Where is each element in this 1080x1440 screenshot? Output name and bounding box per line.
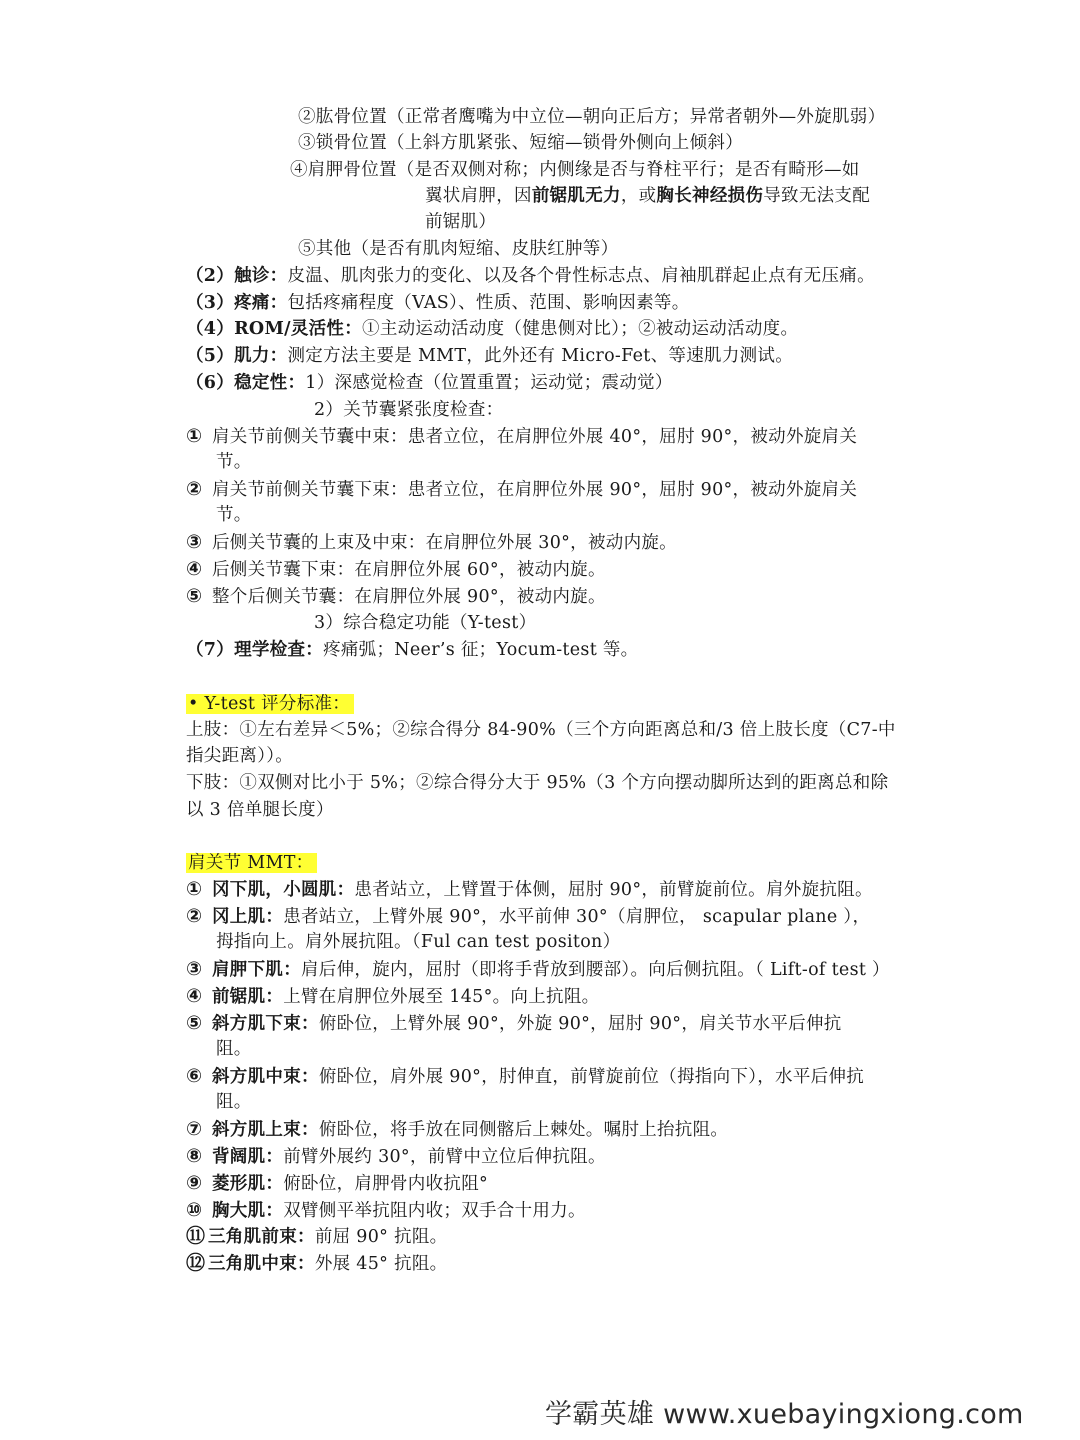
obs-other: ⑤其他（是否有肌肉短缩、皮肤红肿等） xyxy=(298,239,619,259)
section-stability: （6）稳定性：1）深感觉检查（位置重置；运动觉；震动觉） xyxy=(186,373,673,393)
ytest-upper-cont: 指尖距离））。 xyxy=(186,746,294,766)
ytest-lower: 下肢：①双侧对比小于 5%；②综合得分大于 95%（3 个方向摆动脚所达到的距离总和除 xyxy=(186,773,889,793)
mmt-item-cont: 拇指向上。肩外展抗阻。（Ful can test positon） xyxy=(216,932,621,952)
mmt-heading: 肩关节 MMT： xyxy=(186,850,317,876)
section-strength: （5）肌力：测定方法主要是 MMT，此外还有 Micro-Fet、等速肌力测试。 xyxy=(186,346,794,366)
section-physical: （7）理学检查：疼痛弧；Neer’s 征；Yocum-test 等。 xyxy=(186,640,639,660)
mmt-item: ② 冈上肌：患者站立，上臂外展 90°，水平前伸 30°（肩胛位， scapular plane ）， xyxy=(186,905,871,927)
mmt-item: ④ 前锯肌：上臂在肩胛位外展至 145°。向上抗阻。 xyxy=(186,985,600,1007)
capsule-item: ③ 后侧关节囊的上束及中束：在肩胛位外展 30°，被动内旋。 xyxy=(186,531,677,553)
ytest-upper: 上肢：①左右差异＜5%；②综合得分 84-90%（三个方向距离总和/3 倍上肢长度（C7-中 xyxy=(186,720,896,740)
section-palpation: （2）触诊：皮温、肌肉张力的变化、以及各个骨性标志点、肩袖肌群起止点有无压痛。 xyxy=(186,266,875,286)
capsule-item: ② 肩关节前侧关节囊下束：患者立位，在肩胛位外展 90°，屈肘 90°，被动外旋肩关 xyxy=(186,478,858,500)
mmt-item: ⑪ 三角肌前束：前屈 90° 抗阻。 xyxy=(186,1225,448,1247)
mmt-item: ⑦ 斜方肌上束：俯卧位，将手放在同侧髂后上棘处。嘱肘上抬抗阻。 xyxy=(186,1118,729,1140)
obs-scapula-cont: 翼状肩胛，因前锯肌无力，或胸长神经损伤导致无法支配 xyxy=(425,186,871,206)
obs-humerus: ②肱骨位置（正常者鹰嘴为中立位—朝向正后方；异常者朝外—外旋肌弱） xyxy=(298,107,886,127)
mmt-item: ⑨ 菱形肌：俯卧位，肩胛骨内收抗阻° xyxy=(186,1172,489,1194)
mmt-item: ⑩ 胸大肌：双臂侧平举抗阻内收；双手合十用力。 xyxy=(186,1199,586,1221)
capsule-title: 2）关节囊紧张度检查： xyxy=(314,400,504,420)
mmt-item: ⑫ 三角肌中束：外展 45° 抗阻。 xyxy=(186,1252,448,1274)
capsule-item: ④ 后侧关节囊下束：在肩胛位外展 60°，被动内旋。 xyxy=(186,558,606,580)
ytest-heading: • Y-test 评分标准： xyxy=(186,691,354,717)
ytest-line: 3）综合稳定功能（Y-test） xyxy=(314,613,537,633)
watermark: 学霸英雄 www.xuebayingxiong.com xyxy=(545,1399,1024,1430)
ytest-lower-cont: 以 3 倍单腿长度） xyxy=(186,800,334,820)
capsule-item-cont: 节。 xyxy=(216,505,252,525)
capsule-item-cont: 节。 xyxy=(216,452,252,472)
section-rom: （4）ROM/灵活性：①主动运动活动度（健患侧对比）；②被动运动活动度。 xyxy=(186,319,799,339)
mmt-item: ③ 肩胛下肌：肩后伸，旋内，屈肘（即将手背放到腰部）。向后侧抗阻。（ Lift-of test ） xyxy=(186,958,890,980)
capsule-item: ⑤ 整个后侧关节囊：在肩胛位外展 90°，被动内旋。 xyxy=(186,585,606,607)
section-pain: （3）疼痛：包括疼痛程度（VAS）、性质、范围、影响因素等。 xyxy=(186,293,690,313)
obs-scapula-cont2: 前锯肌） xyxy=(425,212,497,232)
mmt-item-cont: 阻。 xyxy=(216,1039,252,1059)
mmt-item: ⑧ 背阔肌：前臂外展约 30°，前臂中立位后伸抗阻。 xyxy=(186,1145,606,1167)
obs-clavicle: ③锁骨位置（上斜方肌紧张、短缩—锁骨外侧向上倾斜） xyxy=(298,133,743,153)
capsule-item: ① 肩关节前侧关节囊中束：患者立位，在肩胛位外展 40°，屈肘 90°，被动外旋肩关 xyxy=(186,425,858,447)
mmt-item: ⑥ 斜方肌中束：俯卧位，肩外展 90°，肘伸直，前臂旋前位（拇指向下），水平后伸抗 xyxy=(186,1065,865,1087)
mmt-item: ① 冈下肌，小圆肌：患者站立，上臂置于体侧，屈肘 90°，前臂旋前位。肩外旋抗阻。 xyxy=(186,878,873,900)
obs-scapula: ④肩胛骨位置（是否双侧对称；内侧缘是否与脊柱平行；是否有畸形—如 xyxy=(290,160,860,180)
mmt-item-cont: 阻。 xyxy=(216,1092,252,1112)
mmt-item: ⑤ 斜方肌下束：俯卧位，上臂外展 90°，外旋 90°，屈肘 90°，肩关节水平后伸抗 xyxy=(186,1012,842,1034)
